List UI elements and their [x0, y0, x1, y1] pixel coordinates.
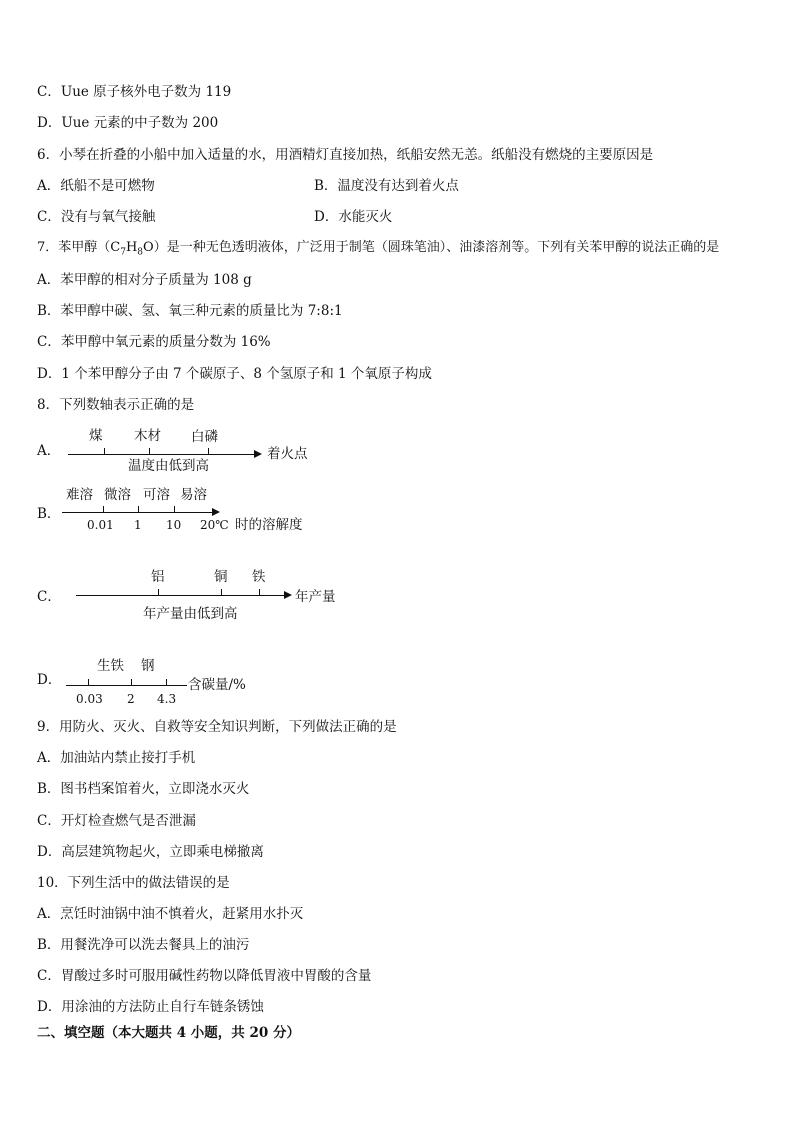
q6-option-c: C．没有与氧气接触 — [37, 209, 156, 225]
q7-stem: 7．苯甲醇$(C_7H_8O)$是一种无色透明液体，广泛用于制笔（圆珠笔油）、油漆溶剂等。下列有关苯甲醇的说法正确的是 — [37, 240, 720, 258]
axis-item: 生铁 — [97, 658, 124, 674]
q6-option-a: A．纸船不是可燃物 — [37, 178, 155, 194]
axis-item: 钢 — [141, 658, 155, 674]
q8-d-label: D． — [37, 672, 62, 688]
axis-line — [62, 512, 212, 513]
q9-option-c: C．开灯检查燃气是否泄漏 — [37, 813, 196, 829]
axis-item: 微溶 — [104, 487, 131, 503]
arrow-icon — [284, 591, 292, 599]
axis-item: 铝 — [151, 569, 165, 585]
q9-stem: 9．用防火、灭火、自救等安全知识判断，下列做法正确的是 — [37, 719, 397, 735]
arrow-icon — [212, 508, 220, 516]
axis-number: 0.03 — [76, 692, 103, 706]
axis-end-label: 时的溶解度 — [235, 517, 303, 533]
q9-option-a: A．加油站内禁止接打手机 — [37, 750, 196, 766]
axis-number: 4.3 — [157, 692, 177, 706]
q7-option-b: B．苯甲醇中碳、氢、氧三种元素的质量比为 7:8:1 — [37, 303, 343, 319]
arrow-icon — [254, 450, 262, 458]
axis-number: 2 — [127, 692, 135, 706]
q6-option-d: D．水能灭火 — [314, 209, 393, 225]
axis-number: 10 — [166, 518, 182, 532]
q8-a-label: A． — [37, 443, 61, 459]
q9-option-b: B．图书档案馆着火，立即浇水灭火 — [37, 781, 250, 797]
axis-item: 易溶 — [180, 487, 207, 503]
axis-number: 1 — [134, 518, 142, 532]
q7-option-a: A．苯甲醇的相对分子质量为 108 g — [37, 272, 252, 288]
axis-item: 可溶 — [143, 487, 170, 503]
axis-under-label: 温度由低到高 — [128, 458, 209, 474]
axis-under-label: 年产量由低到高 — [143, 606, 238, 622]
q9-option-d: D．高层建筑物起火，立即乘电梯撤离 — [37, 844, 264, 860]
axis-number: 20℃ — [200, 518, 229, 532]
q8-c-label: C． — [37, 589, 61, 605]
axis-end-label: 着火点 — [267, 446, 308, 462]
axis-item: 铜 — [214, 569, 228, 585]
q10-option-d: D．用涂油的方法防止自行车链条锈蚀 — [37, 999, 264, 1015]
axis-line — [68, 454, 254, 455]
q5-option-d: D．Uue 元素的中子数为 200 — [37, 115, 219, 131]
axis-end-label: 年产量 — [295, 589, 336, 605]
axis-item: 铁 — [252, 569, 266, 585]
q10-stem: 10．下列生活中的做法错误的是 — [37, 875, 230, 891]
axis-number: 0.01 — [87, 518, 114, 532]
q6-option-b: B．温度没有达到着火点 — [314, 178, 459, 194]
axis-end-label: 含碳量/% — [188, 677, 246, 693]
q10-option-b: B．用餐洗净可以洗去餐具上的油污 — [37, 937, 250, 953]
q10-option-c: C．胃酸过多时可服用碱性药物以降低胃液中胃酸的含量 — [37, 968, 372, 984]
q8-b-label: B． — [37, 506, 61, 522]
q10-option-a: A．烹饪时油锅中油不慎着火，赶紧用水扑灭 — [37, 906, 304, 922]
axis-item: 木材 — [134, 428, 161, 444]
axis-line — [66, 685, 187, 686]
q7-option-d: D．1 个苯甲醇分子由 7 个碳原子、8 个氢原子和 1 个氧原子构成 — [37, 366, 432, 382]
q6-stem: 6．小琴在折叠的小船中加入适量的水，用酒精灯直接加热，纸船安然无恙。纸船没有燃烧的主要原因是 — [37, 147, 654, 163]
section-heading: 二、填空题（本大题共 4 小题，共 20 分） — [37, 1025, 300, 1041]
q8-stem: 8．下列数轴表示正确的是 — [37, 397, 195, 413]
axis-item: 难溶 — [66, 487, 93, 503]
q5-option-c: C．Uue 原子核外电子数为 119 — [37, 84, 232, 100]
q7-option-c: C．苯甲醇中氧元素的质量分数为 16% — [37, 334, 271, 350]
axis-item: 煤 — [89, 428, 103, 444]
axis-item: 白磷 — [191, 429, 218, 445]
axis-line — [76, 595, 284, 596]
